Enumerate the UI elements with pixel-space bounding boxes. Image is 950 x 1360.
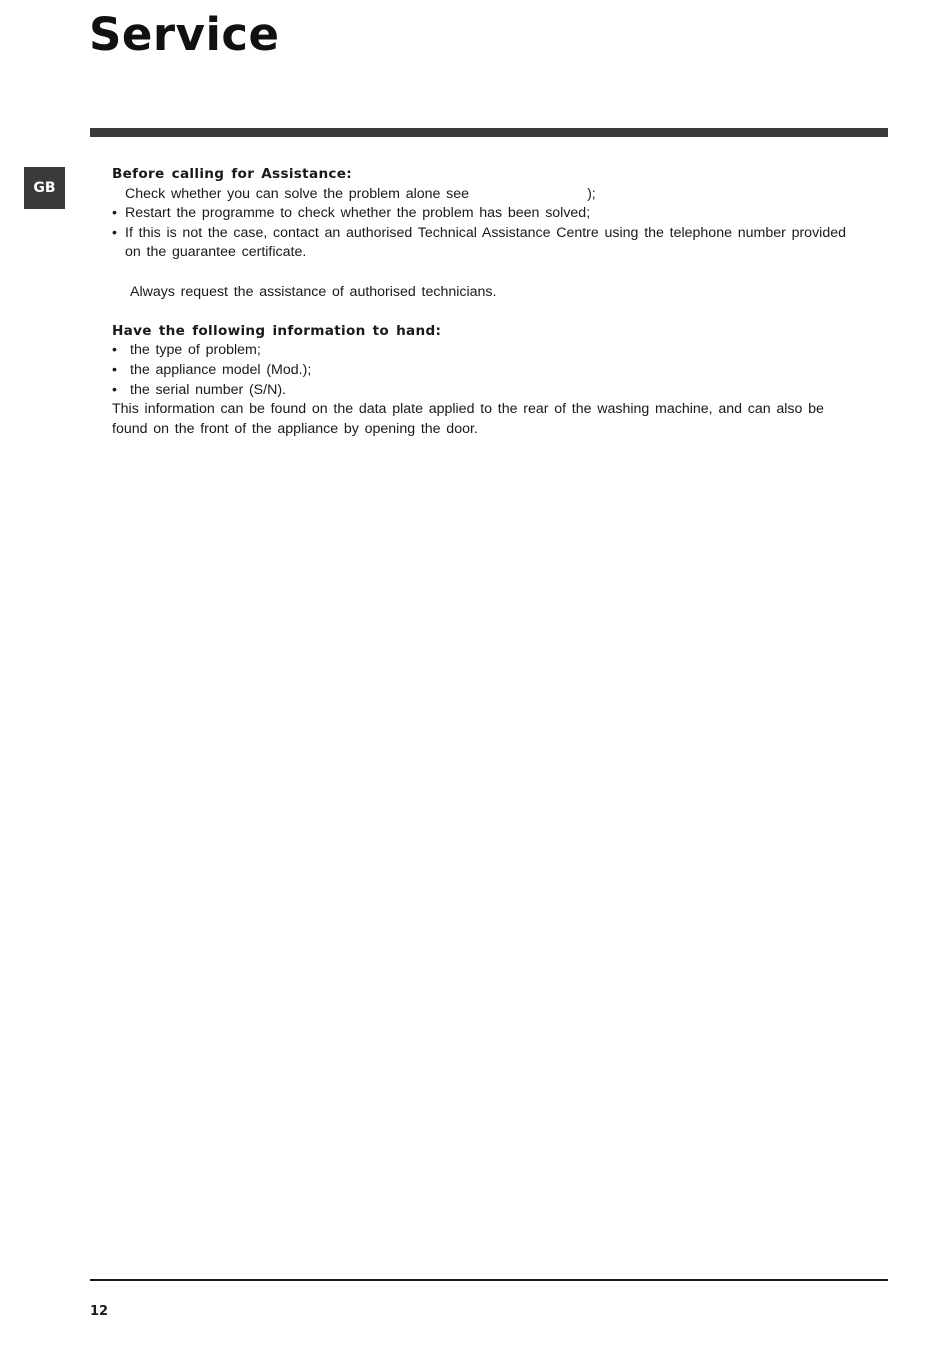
check-problem-line: [112, 185, 852, 205]
footer-divider: [90, 1279, 888, 1281]
list-item-text: the appliance model (Mod.);: [130, 361, 312, 378]
language-tab: GB: [24, 167, 65, 209]
check-problem-suffix: );: [587, 185, 596, 202]
list-item: [112, 204, 852, 224]
bullet-icon: •: [112, 361, 117, 378]
list-item: [112, 381, 852, 401]
bullet-icon: •: [112, 205, 117, 222]
list-item: [112, 361, 852, 381]
list-item-text: If this is not the case, contact an authorised Technical Assistance Centre using the telephone number provided on the guarantee certificate.: [125, 224, 846, 261]
bullet-icon: •: [112, 342, 117, 359]
bullet-icon: •: [112, 381, 117, 398]
list-item: [112, 341, 852, 361]
service-content: [112, 165, 852, 439]
list-item-text: Restart the programme to check whether the problem has been solved;: [125, 205, 591, 222]
page-title: Service: [89, 8, 280, 61]
list-item: [112, 224, 852, 263]
information-heading: Have the following information to hand:: [112, 322, 442, 339]
bullet-icon: •: [112, 224, 117, 241]
technician-note: Always request the assistance of authorised technicians.: [130, 283, 497, 300]
check-problem-text: Check whether you can solve the problem alone see: [125, 185, 470, 202]
list-item-text: the type of problem;: [130, 342, 261, 359]
before-calling-heading: Before calling for Assistance:: [112, 166, 353, 182]
data-plate-paragraph: This information can be found on the data plate applied to the rear of the washing machine, and can also be found on the front of the appliance by opening the door.: [112, 401, 824, 437]
page-number: 12: [90, 1304, 109, 1319]
list-item-text: the serial number (S/N).: [130, 381, 286, 398]
title-divider: [90, 128, 888, 137]
